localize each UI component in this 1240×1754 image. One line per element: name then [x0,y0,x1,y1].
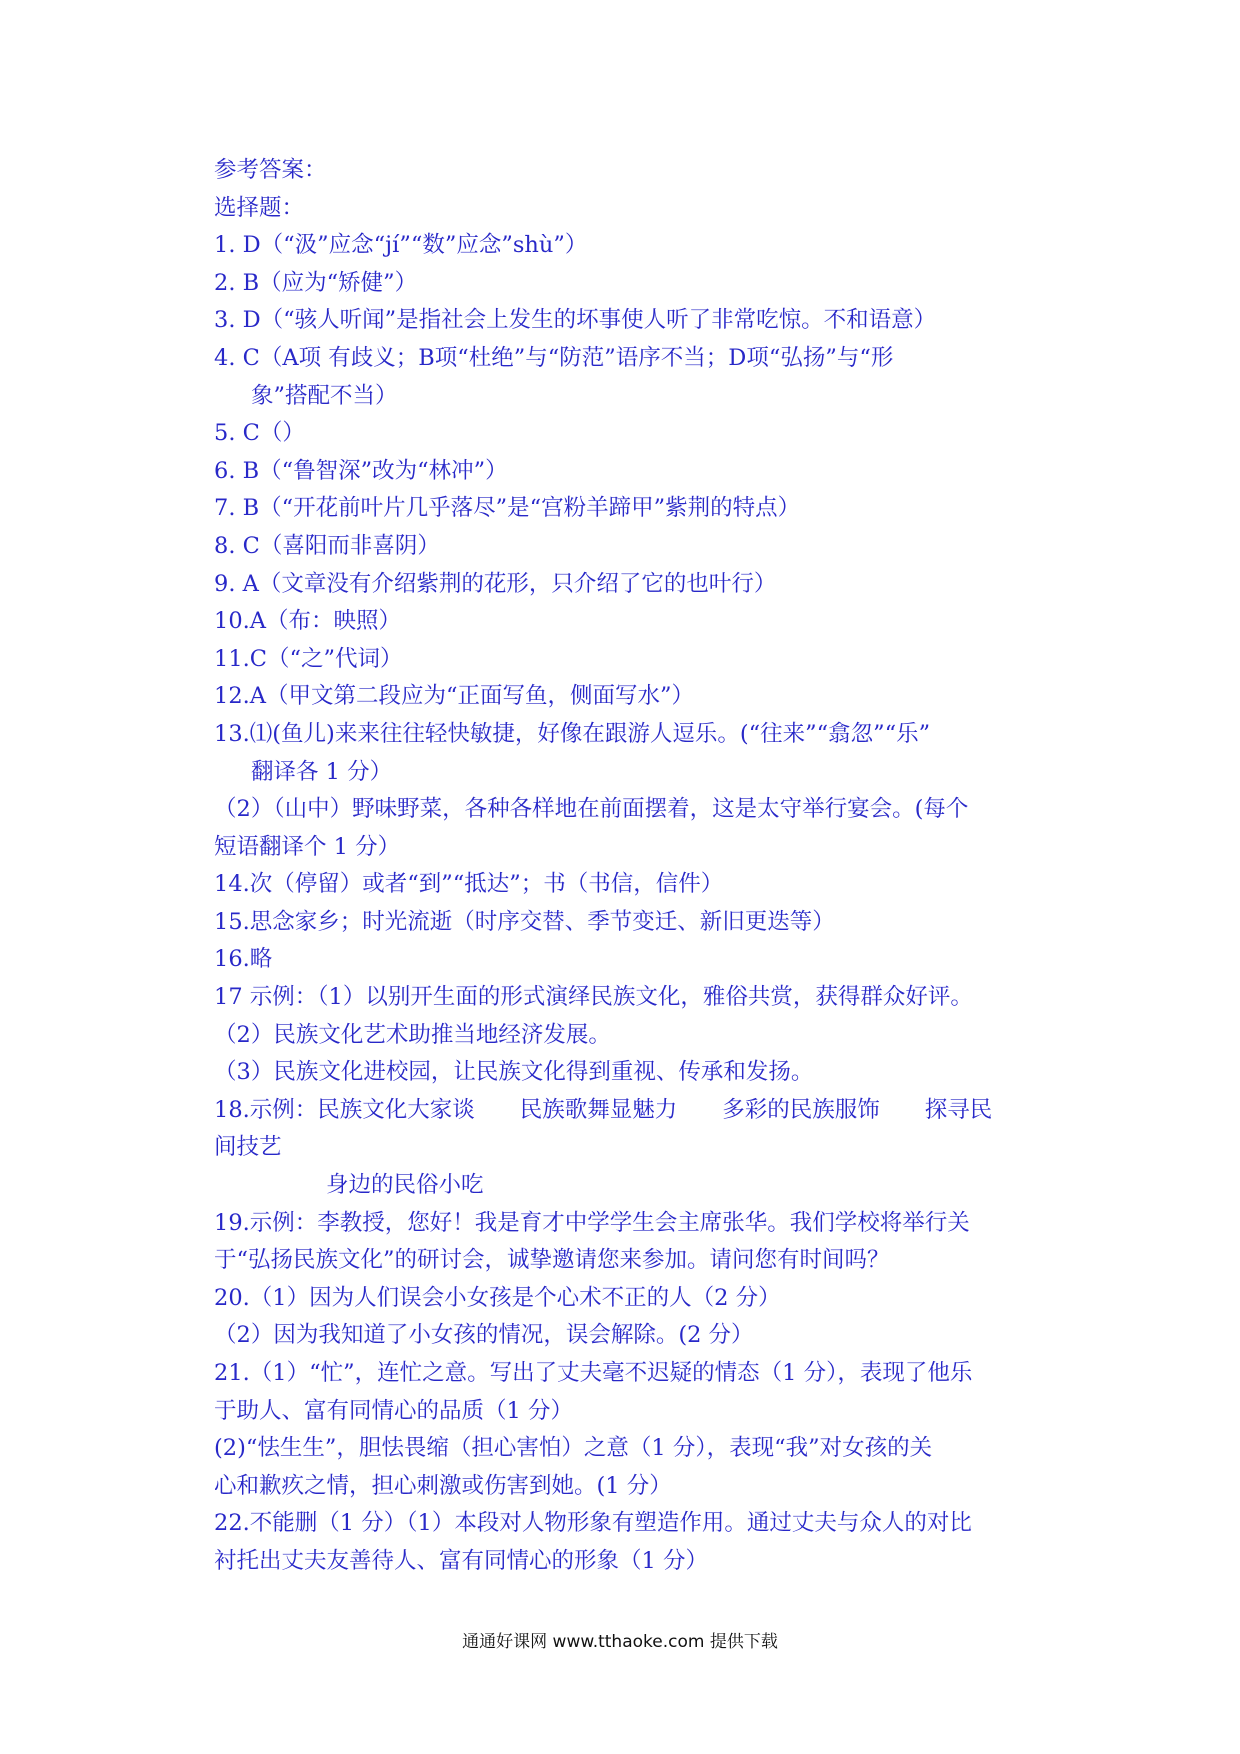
answer-18-last-item: 身边的民俗小吃 [326,1172,484,1199]
answer-19-continued: 于“弘扬民族文化”的研讨会，诚挚邀请您来参加。请问您有时间吗？ [214,1247,890,1274]
answer-2: 2. B（应为“矫健”） [214,269,418,296]
heading-multiple-choice: 选择题： [214,194,305,221]
answer-21-2: (2)“怯生生”，胆怯畏缩（担心害怕）之意（1 分），表现“我”对女孩的关 [214,1435,933,1462]
footer-credit: 通通好课网 www.tthaoke.com 提供下载 [462,1632,778,1652]
answer-8: 8. C（喜阳而非喜阴） [214,532,440,559]
answer-13-2-continued: 短语翻译个 1 分） [214,833,401,860]
answer-13-1: 13.⑴(鱼儿)来来往往轻快敏捷，好像在跟游人逗乐。(“往来”“翕忽”“乐” [214,720,931,747]
answer-20-1: 20.（1）因为人们误会小女孩是个心术不正的人（2 分） [214,1284,781,1311]
answer-17-1: 17 示例：（1）以别开生面的形式演绎民族文化，雅俗共赏，获得群众好评。 [214,984,973,1011]
answer-21-1-continued: 于助人、富有同情心的品质（1 分） [214,1397,573,1424]
answer-22: 22.不能删（1 分）（1）本段对人物形象有塑造作用。通过丈夫与众人的对比 [214,1510,972,1537]
answer-17-2: （2）民族文化艺术助推当地经济发展。 [214,1021,611,1048]
answer-19: 19.示例：李教授，您好！我是育才中学学生会主席张华。我们学校将举行关 [214,1209,970,1236]
answer-5: 5. C（） [214,420,305,447]
answer-17-3: （3）民族文化进校园，让民族文化得到重视、传承和发扬。 [214,1059,814,1086]
answer-9: 9. A（文章没有介绍紫荆的花形，只介绍了它的也叶行） [214,570,777,597]
answer-16: 16.略 [214,946,273,973]
answer-6: 6. B（“鲁智深”改为“林冲”） [214,457,508,484]
heading-reference-answers: 参考答案： [214,157,327,183]
answer-key-body [214,152,1054,1581]
answer-12: 12.A（甲文第二段应为“正面写鱼，侧面写水”） [214,683,695,710]
answer-21-1: 21.（1）“忙”，连忙之意。写出了丈夫毫不迟疑的情态（1 分），表现了他乐 [214,1360,973,1386]
answer-13-2: （2）（山中）野味野菜，各种各样地在前面摆着，这是太守举行宴会。(每个 [214,796,969,823]
answer-11: 11.C（“之”代词） [214,645,403,672]
answer-15: 15.思念家乡；时光流逝（时序交替、季节变迁、新旧更迭等） [214,908,835,935]
answer-3: 3. D（“骇人听闻”是指社会上发生的坏事使人听了非常吃惊。不和语意） [214,307,937,334]
answer-18: 18.示例：民族文化大家谈 民族歌舞显魅力 多彩的民族服饰 探寻民 [214,1096,993,1123]
answer-22-continued: 衬托出丈夫友善待人、富有同情心的形象（1 分） [214,1547,708,1574]
answer-14: 14.次（停留）或者“到”“抵达”；书（书信，信件） [214,871,724,898]
answer-18-continued: 间技艺 [214,1134,282,1161]
answer-21-2-continued: 心和歉疚之情，担心刺激或伤害到她。(1 分） [214,1472,672,1499]
answer-13-1-continued: 翻译各 1 分） [251,758,393,785]
answer-20-2: （2）因为我知道了小女孩的情况，误会解除。(2 分） [214,1322,754,1349]
answer-4-continued: 象”搭配不当） [251,382,398,409]
answer-1: 1. D（“汲”应念“jí”“数”应念”shù”） [214,232,588,259]
answer-4: 4. C（A项 有歧义；B项“杜绝”与“防范”语序不当；D项“弘扬”与“形 [214,344,894,371]
answer-7: 7. B（“开花前叶片几乎落尽”是“宫粉羊蹄甲”紫荆的特点） [214,495,801,522]
answer-10: 10.A（布：映照） [214,608,402,635]
